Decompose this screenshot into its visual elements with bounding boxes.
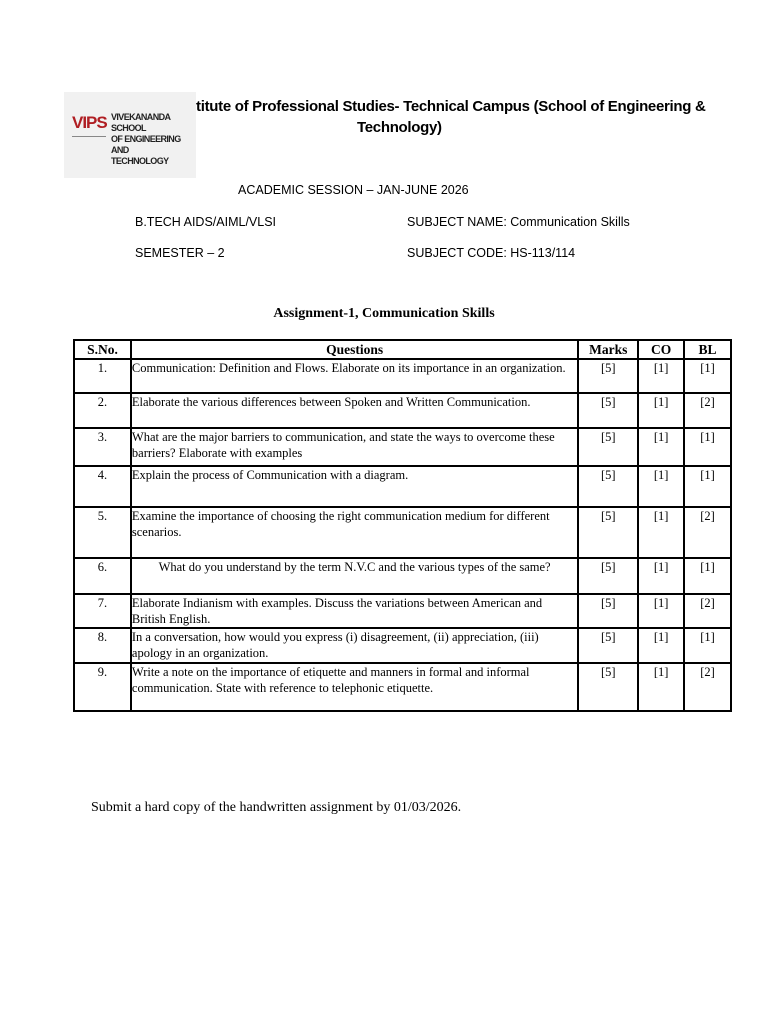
row-co: [1] [638, 393, 684, 428]
logo-emblem-text [72, 136, 106, 149]
subject-code: SUBJECT CODE: HS-113/114 [407, 246, 576, 260]
row-marks: [5] [578, 428, 638, 466]
column-header-bl: BL [684, 340, 731, 359]
row-sno: 4. [74, 466, 131, 507]
logo-text: VIVEKANANDA SCHOOL OF ENGINEERING AND TECHNOLOGY [111, 112, 181, 166]
table-row [74, 359, 731, 393]
questions-table [73, 339, 732, 712]
row-bl: [1] [684, 466, 731, 507]
row-bl: [1] [684, 359, 731, 393]
table-row [74, 428, 731, 466]
row-bl: [1] [684, 428, 731, 466]
table-row [74, 558, 731, 594]
row-question: Explain the process of Communication with a diagram. [131, 466, 578, 507]
row-question: What do you understand by the term N.V.C and the various types of the same? [131, 558, 578, 594]
row-co: [1] [638, 558, 684, 594]
row-bl: [1] [684, 558, 731, 594]
row-bl: [2] [684, 393, 731, 428]
academic-session: ACADEMIC SESSION – JAN-JUNE 2026 [238, 183, 469, 197]
column-header-co: CO [638, 340, 684, 359]
row-marks: [5] [578, 466, 638, 507]
row-marks: [5] [578, 507, 638, 558]
institute-title-line1: titute of Professional Studies- Technical Campus (School of Engineering & [196, 98, 706, 115]
subject-name: SUBJECT NAME: Communication Skills [407, 215, 630, 229]
row-question: Elaborate Indianism with examples. Discuss the variations between American and British English. [131, 594, 578, 628]
submission-note: Submit a hard copy of the handwritten assignment by 01/03/2026. [91, 800, 462, 815]
row-co: [1] [638, 628, 684, 663]
row-bl: [1] [684, 628, 731, 663]
row-bl: [2] [684, 507, 731, 558]
row-marks: [5] [578, 628, 638, 663]
row-sno: 5. [74, 507, 131, 558]
row-marks: [5] [578, 393, 638, 428]
column-header-marks: Marks [578, 340, 638, 359]
row-bl: [2] [684, 594, 731, 628]
row-question: Write a note on the importance of etiquette and manners in formal and informal communication. State with reference to telephonic etiquette. [131, 663, 578, 711]
row-co: [1] [638, 428, 684, 466]
row-sno: 6. [74, 558, 131, 594]
row-sno: 8. [74, 628, 131, 663]
row-question: What are the major barriers to communication, and state the ways to overcome these barriers? Elaborate with examples [131, 428, 578, 466]
school-logo [64, 92, 196, 178]
row-co: [1] [638, 663, 684, 711]
row-question: In a conversation, how would you express (i) disagreement, (ii) appreciation, (iii) apology in an organization. [131, 628, 578, 663]
row-sno: 1. [74, 359, 131, 393]
row-co: [1] [638, 594, 684, 628]
column-header-sno: S.No. [74, 340, 131, 359]
row-co: [1] [638, 359, 684, 393]
row-question: Elaborate the various differences between Spoken and Written Communication. [131, 393, 578, 428]
row-question: Examine the importance of choosing the right communication medium for different scenarios. [131, 507, 578, 558]
table-row [74, 628, 731, 663]
table-row [74, 393, 731, 428]
institute-title [196, 96, 736, 138]
row-sno: 7. [74, 594, 131, 628]
table-row [74, 507, 731, 558]
row-sno: 3. [74, 428, 131, 466]
row-bl: [2] [684, 663, 731, 711]
semester: SEMESTER – 2 [135, 246, 225, 260]
table-header-row [74, 340, 731, 359]
program-name: B.TECH AIDS/AIML/VLSI [135, 215, 277, 229]
row-co: [1] [638, 507, 684, 558]
row-marks: [5] [578, 558, 638, 594]
row-question: Communication: Definition and Flows. Elaborate on its importance in an organization. [131, 359, 578, 393]
table-row [74, 663, 731, 711]
table-row [74, 594, 731, 628]
institute-title-line2: Technology) [357, 119, 442, 136]
row-sno: 2. [74, 393, 131, 428]
logo-mark: VIPS [72, 113, 107, 132]
row-marks: [5] [578, 359, 638, 393]
row-marks: [5] [578, 594, 638, 628]
column-header-questions: Questions [131, 340, 578, 359]
assignment-title: Assignment-1, Communication Skills [273, 306, 495, 321]
row-sno: 9. [74, 663, 131, 711]
row-co: [1] [638, 466, 684, 507]
row-marks: [5] [578, 663, 638, 711]
table-row [74, 466, 731, 507]
